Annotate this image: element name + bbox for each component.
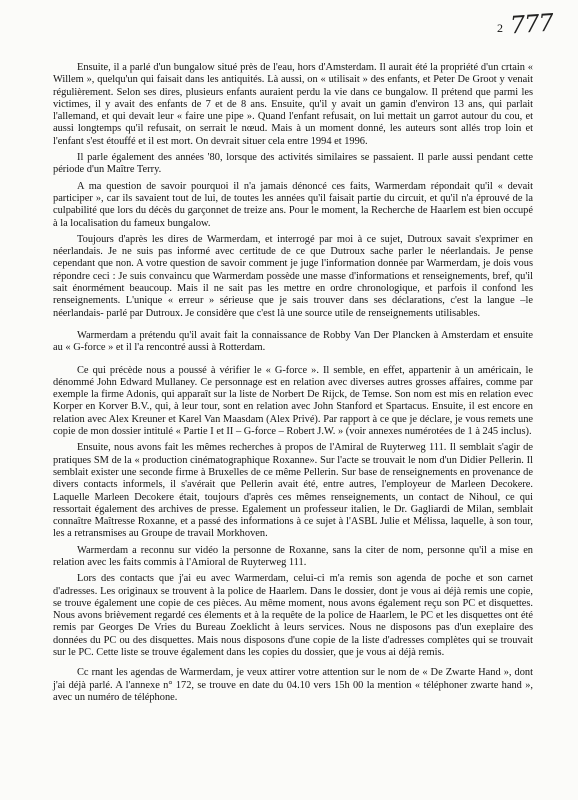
handwritten-page-number: 777: [509, 8, 554, 40]
paragraph: Ce qui précède nous a poussé à vérifier le « G-force ». Il semble, en effet, appartenir à un américain, le dénommé John Edward Mullaney. Ce personnage est en relation avec diverses autres grosses affaires, comme par exemple la firme Adonis, qui apparaît sur la liste de Norbert De Rijck, de Temse. Son nom est mis en relation evec Korper en Korver B.V., qui, à leur tour, sont en relation avec John Stanford et Spartacus. Ensuite, il est encore en relation avec Alex Kreuner et Karel Van Maasdam (Alex Privé). Par rapport à ce que je déclare, je vous remets une copie de mon dossier intitulé « Partie I et II – G-force – Robert J.W. » (voir annexes numérotées de 1 à 245 inclus).: [53, 364, 533, 438]
paragraph: Warmerdam a reconnu sur vidéo la personne de Roxanne, sans la citer de nom, personne qu'il a mise en relation avec les faits commis à l'Amioral de Ruyterweg 111.: [53, 544, 533, 568]
paragraph: Warmerdam a prétendu qu'il avait fait la connaissance de Robby Van Der Plancken à Amsterdam et ensuite au « G-force » et il l'a rencontré aussi à Rotterdam.: [53, 329, 533, 354]
body-text: [53, 62, 533, 708]
paragraph: Cc rnant les agendas de Warmerdam, je veux attirer votre attention sur le nom de « De Zwarte Hand », dont j'ai déjà parlé. A l'annexe n° 172, se trouve en date du 04.10 vers 15h 00 la mention « téléphoner zwarte hand », avec un numéro de téléphone.: [53, 667, 533, 703]
page-number: 2: [497, 21, 503, 35]
paragraph: Ensuite, nous avons fait les mêmes recherches à propos de l'Amiral de Ruyterweg 111. Il semblait s'agir de pratiques SM de la « production cinématographique Roxanne». Sur l'acte se trouvait le nom d'un Didier Pellerin. Il semblait exister une seconde firme à Bruxelles de ce même Pellerin. Sur base de renseignements en provenance de divers contacts informels, il s'avérait que Pellerin avait été, entre autres, l'employeur de Marleen Decokere. Laquelle Marleen Decokere était, toujours d'après ces mêmes renseignements, un contact de Nihoul, ce qui ressortait également des archives de presse. Egalement un professeur italien, le Dr. Gagliardi de Milan, semblait connaître Maîtresse Roxanne, et a passé des informations à ce sujet à l'ASBL Julie et Mélissa, laquelle, à son tour, les a retransmises au Groupe de travail Morkhoven.: [53, 442, 533, 540]
paragraph: Toujours d'après les dires de Warmerdam, et interrogé par moi à ce sujet, Dutroux savait s'exprimer en néerlandais. Je ne suis pas informé avec certitude de ce que Dutroux sache parler le néerlandais. Je pense cependant que non. A votre question de savoir comment je juge l'information donnée par Warmerdam, je dois vous répondre ceci : Je suis convaincu que Warmerdam possède une masse d'informations et renseignements, bref, qu'il sait énormément beaucoup. Mais il ne sait pas les mettre en ordre chronologique, et parfois il confond les renseignements. L'unique « erreur » sérieuse que je sais trouver dans ses déclarations, c'est la langue –le néerlandais- parlé par Dutroux. Je considère que c'est là une source utile de renseignements utilisables.: [53, 233, 533, 319]
paragraph: Lors des contacts que j'ai eu avec Warmerdam, celui-ci m'a remis son agenda de poche et son carnet d'adresses. Les originaux se trouvent à la police de Haarlem. Dans le dossier, dont je vous ai déjà remis une copie, se trouve également une copie de ces pièces. Au même moment, nous avons également reçu son PC et disquettes. Nous avons brièvement regardé ces élements et à la requête de la police de Haarlem, le PC et les disquettes ont été remis par Georges De Vries du Bureau Zoeklicht à leurs services. Nous ne disposons pas d'un exeplaire des données du PC ou des disquettes. Mais nous disposons d'une copie de la liste d'adresses complètes qui se trouvait sur le PC. Cette liste se trouve également dans les copies du dossier, que je vous ai déjà remis.: [53, 573, 533, 659]
paragraph: Il parle également des années '80, lorsque des activités similaires se passaient. Il parle aussi pendant cette période d'un Maître Terry.: [53, 152, 533, 176]
paragraph: Ensuite, il a parlé d'un bungalow situé près de l'eau, hors d'Amsterdam. Il aurait été la propriété d'un crtain « Willem », quelqu'un qui faisait dans les antiquités. Là aussi, on « utilisait » des enfants, et Peter De Groot y venait régulièrement. Selon ses dires, plusieurs enfants auraient perdu la vie dans ce bungalow. Il prétend que parmi les victimes, il y avait des enfants de 7 et de 8 ans. Ensuite, qu'il y avait un gamin d'environ 13 ans, qui parlait l'allemand, et qui devait leur « faire une pipe ». Quand l'enfant refusait, on lui mettait un garrot autour du cou, et aussi longtemps qu'il refusait, on serrait le nœud. Mais à un moment donné, les auteurs sont allés trop loin et l'enfant s'est étouffé et il est mort. On devrait situer cela entre 1994 et 1996.: [53, 62, 533, 147]
paragraph: A ma question de savoir pourquoi il n'a jamais dénoncé ces faits, Warmerdam répondait qu'il « devait participer », car ils savaient tout de lui, de toutes les années qu'il faisait partie du circuit, et qu'il n'a éprouvé de la culpabilité que lors du décès du garçonnet de treize ans. Pour le moment, la Recherche de Haarlem est bien occupé à la localisation du fameux bungalow.: [53, 180, 533, 229]
